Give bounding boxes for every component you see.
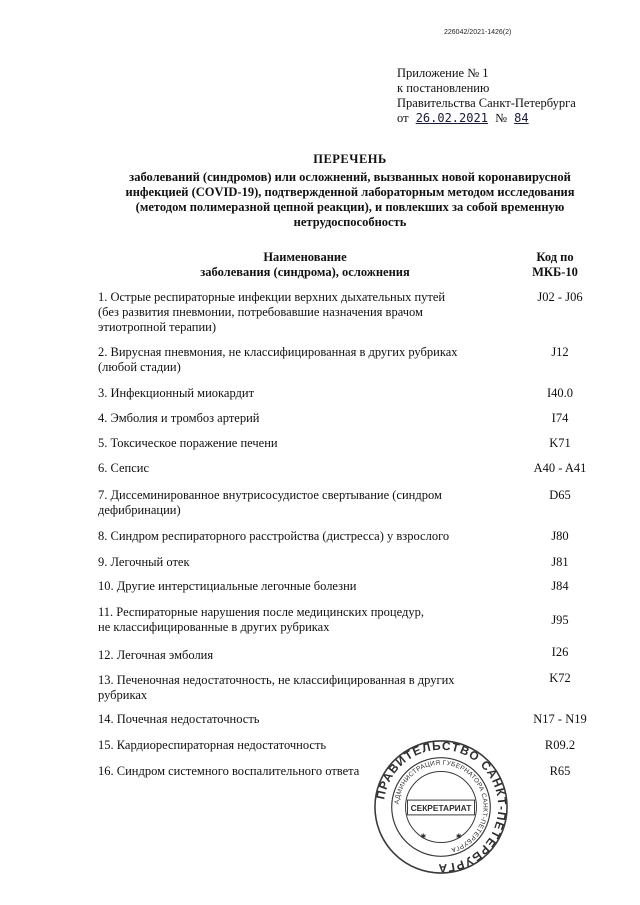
seal-star-left-icon: ✱ — [420, 832, 427, 841]
appendix-line-2: к постановлению — [397, 81, 490, 95]
item-text-line: 7. Диссеминированное внутрисосудистое свертывание (синдром — [98, 488, 442, 502]
icd-code: J02 - J06 — [537, 290, 583, 304]
icd-code: J84 — [551, 579, 569, 593]
item-text-line: 6. Сепсис — [98, 461, 150, 475]
seal-outer-text: ПРАВИТЕЛЬСТВО САНКТ-ПЕТЕРБУРГА — [373, 738, 510, 876]
column-header-name-line-1: Наименование — [263, 250, 347, 264]
icd-code: K71 — [549, 436, 571, 450]
item-text-line: 4. Эмболия и тромбоз артерий — [98, 411, 260, 425]
icd-code: K72 — [549, 671, 571, 685]
item-text-line: не классифицированные в других рубриках — [98, 620, 330, 634]
title-line-3: (методом полимеразной цепной реакции), и повлекших за собой временную — [135, 200, 565, 214]
icd-code: D65 — [549, 488, 571, 502]
item-text-line: 14. Почечная недостаточность — [98, 712, 260, 726]
item-text-line: рубриках — [98, 688, 148, 702]
official-seal-stamp — [372, 738, 510, 876]
icd-code: R65 — [549, 764, 571, 778]
item-text-line: 10. Другие интерстициальные легочные болезни — [98, 579, 357, 593]
icd-code: R09.2 — [544, 738, 576, 752]
title-heading: ПЕРЕЧЕНЬ — [313, 152, 387, 166]
seal-inner-text: АДМИНИСТРАЦИЯ ГУБЕРНАТОРА САНКТ-ПЕТЕРБУРГА — [393, 759, 489, 854]
column-header-code — [515, 250, 595, 280]
column-header-name-line-2: заболевания (синдрома), осложнения — [200, 265, 410, 279]
icd-code: I40.0 — [546, 386, 574, 400]
seal-star-right-icon: ✱ — [455, 832, 462, 841]
item-text-line: дефибринации) — [98, 503, 181, 517]
icd-code: J81 — [551, 555, 569, 569]
icd-code: I74 — [551, 411, 569, 425]
item-text-line: 9. Легочный отек — [98, 555, 190, 569]
item-text-line: 3. Инфекционный миокардит — [98, 386, 255, 400]
appendix-line-3: Правительства Санкт-Петербурга — [397, 96, 576, 110]
icd-code: J12 — [551, 345, 569, 359]
document-id: 226042/2021-1426(2) — [444, 29, 512, 36]
document-title — [120, 152, 580, 230]
item-text-line: этиотропной терапии) — [98, 320, 217, 334]
item-text-line: (без развития пневмонии, потребовавшие назначения врачом — [98, 305, 423, 319]
item-text-line: 16. Синдром системного воспалительного ответа — [98, 764, 360, 778]
column-header-code-line-2: МКБ-10 — [532, 265, 578, 279]
item-text-line: 8. Синдром респираторного расстройства (дистресса) у взрослого — [98, 529, 450, 543]
appendix-ot-label: от — [397, 111, 409, 125]
appendix-date-line — [397, 111, 576, 126]
resolution-number: 84 — [514, 111, 529, 125]
column-header-code-line-1: Код по — [536, 250, 574, 264]
item-text-line: 2. Вирусная пневмония, не классифицированная в других рубриках — [98, 345, 458, 359]
title-line-1: заболеваний (синдромов) или осложнений, вызванных новой коронавирусной — [129, 170, 571, 184]
item-text-line: 11. Респираторные нарушения после медицинских процедур, — [98, 605, 424, 619]
item-text-line: 12. Легочная эмболия — [98, 648, 214, 662]
resolution-date: 26.02.2021 — [415, 111, 488, 125]
icd-code: I26 — [551, 645, 569, 659]
appendix-line-1: Приложение № 1 — [397, 66, 489, 80]
icd-code: J95 — [551, 613, 569, 627]
item-text-line: 1. Острые респираторные инфекции верхних дыхательных путей — [98, 290, 446, 304]
item-text-line: (любой стадии) — [98, 360, 181, 374]
icd-code: J80 — [551, 529, 569, 543]
title-line-2: инфекцией (COVID-19), подтвержденной лабораторным методом исследования — [125, 185, 575, 199]
item-text-line: 13. Печеночная недостаточность, не классифицированная в других — [98, 673, 455, 687]
appendix-block — [397, 66, 576, 126]
icd-code: N17 - N19 — [533, 712, 587, 726]
icd-code: A40 - A41 — [533, 461, 587, 475]
title-line-4: нетрудоспособность — [293, 215, 407, 229]
seal-center-text: СЕКРЕТАРИАТ — [410, 802, 472, 813]
appendix-number-label: № — [495, 111, 507, 125]
item-text-line: 15. Кардиореспираторная недостаточность — [98, 738, 327, 752]
column-header-name — [190, 250, 420, 280]
item-text-line: 5. Токсическое поражение печени — [98, 436, 278, 450]
